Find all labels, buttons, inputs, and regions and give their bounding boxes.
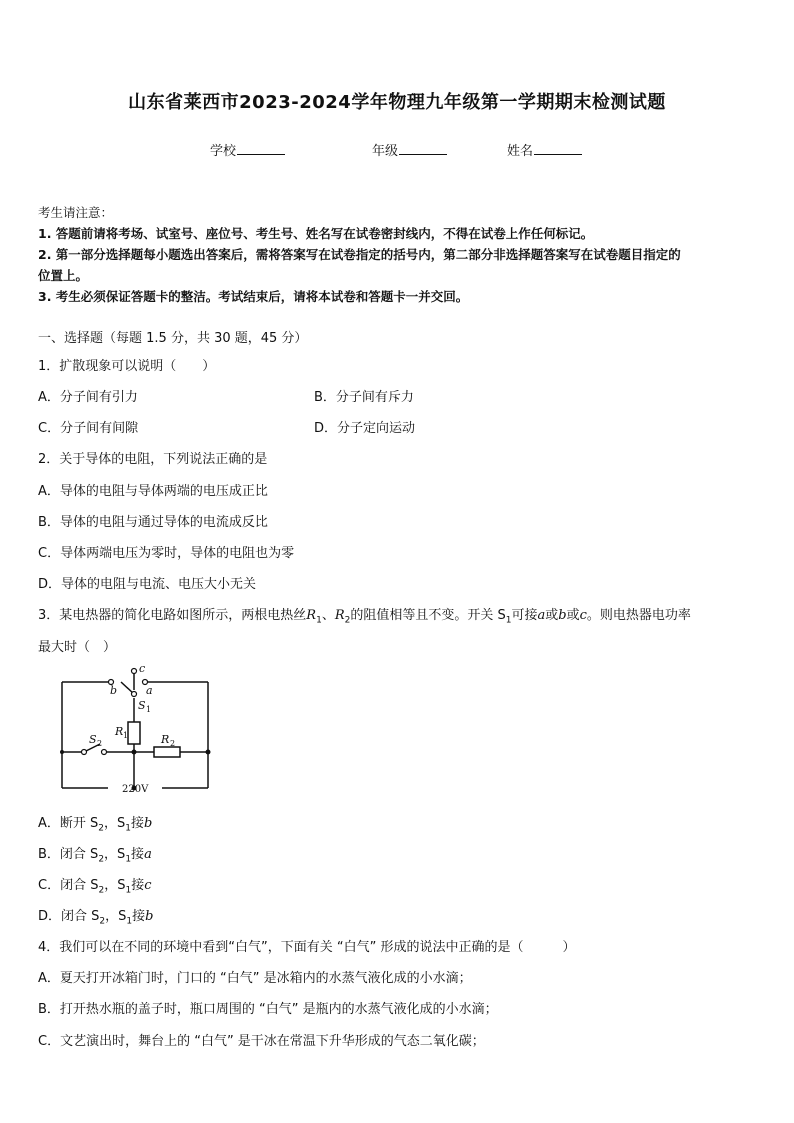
label-s1: S <box>138 699 146 712</box>
label-r1: R <box>115 725 124 738</box>
q2-option-a[interactable]: A．导体的电阻与导体两端的电压成正比 <box>38 484 268 499</box>
question-3-stem-line2: 最大时（ ） <box>38 640 117 655</box>
option-text: 接 <box>131 878 145 893</box>
junction-dot <box>132 750 137 755</box>
r2-resistor <box>154 747 180 757</box>
circuit-diagram <box>48 660 216 794</box>
q3-option-a[interactable] <box>38 812 152 834</box>
option-text: D．闭合 S <box>38 909 100 924</box>
option-text: ，S <box>104 847 126 862</box>
name-field[interactable] <box>507 140 582 159</box>
label-r1-sub: 1 <box>123 731 129 740</box>
option-text: C．闭合 S <box>38 878 99 893</box>
label-r2-sub: 2 <box>170 739 176 748</box>
label-c: c <box>139 662 146 675</box>
q3-stem-part: 的阻值相等且不变。开关 S <box>350 608 506 623</box>
question-3-stem <box>38 604 691 626</box>
terminal-label: a <box>144 847 152 862</box>
school-blank[interactable] <box>237 142 285 155</box>
terminal-c-node <box>132 669 137 674</box>
label-s2-sub: 2 <box>97 739 103 748</box>
notice-item: 1. 答题前请将考场、试室号、座位号、考生号、姓名写在试卷密封线内，不得在试卷上作任何标记。 <box>38 226 594 241</box>
r2-subscript: 2 <box>344 615 351 626</box>
notice-heading: 考生请注意： <box>38 205 114 220</box>
subscript: 1 <box>126 916 133 927</box>
q2-option-b[interactable]: B．导体的电阻与通过导体的电流成反比 <box>38 515 268 530</box>
junction-dot <box>60 750 64 754</box>
school-label: 学校 <box>210 144 237 159</box>
q4-option-b[interactable]: B．打开热水瓶的盖子时，瓶口周围的 “白气” 是瓶内的水蒸气液化成的小水滴； <box>38 1002 498 1017</box>
subscript: 1 <box>125 854 132 865</box>
subscript: 1 <box>125 823 132 834</box>
q3-option-d[interactable] <box>38 905 153 927</box>
label-r2: R <box>161 733 170 746</box>
subscript: 2 <box>98 885 105 896</box>
q3-or: 或 <box>545 608 559 623</box>
name-blank[interactable] <box>534 142 582 155</box>
terminal-b: b <box>558 608 567 623</box>
s1-pivot-node <box>132 692 137 697</box>
q2-option-d[interactable]: D．导体的电阻与电流、电压大小无关 <box>38 577 257 592</box>
r1-symbol: R <box>306 608 317 623</box>
subscript: 2 <box>99 916 106 927</box>
q3-or: 或 <box>566 608 580 623</box>
q3-option-c[interactable] <box>38 874 152 896</box>
grade-label: 年级 <box>372 144 399 159</box>
r2-symbol: R <box>334 608 345 623</box>
junction-dot <box>206 750 211 755</box>
option-text: B．闭合 S <box>38 847 99 862</box>
option-text: ，S <box>104 878 126 893</box>
subscript: 1 <box>125 885 132 896</box>
section-heading: 一、选择题（每题 1.5 分，共 30 题，45 分） <box>38 331 308 346</box>
q3-stem-part: 可接 <box>511 608 538 623</box>
option-text: 接 <box>131 847 145 862</box>
subscript: 2 <box>98 823 105 834</box>
s2-pivot-node <box>82 750 87 755</box>
terminal-c: c <box>579 608 587 623</box>
page-title: 山东省莱西市2023-2024学年物理九年级第一学期期末检测试题 <box>128 92 666 113</box>
notice-item: 位置上。 <box>38 268 89 283</box>
notice-item: 3. 考生必须保证答题卡的整洁。考试结束后，请将本试卷和答题卡一并交回。 <box>38 289 469 304</box>
school-field[interactable] <box>210 140 285 159</box>
r1-subscript: 1 <box>316 615 322 626</box>
subscript: 2 <box>98 854 105 865</box>
name-label: 姓名 <box>507 144 534 159</box>
grade-blank[interactable] <box>399 142 447 155</box>
label-b: b <box>110 684 118 697</box>
s1-subscript: 1 <box>505 615 512 626</box>
q1-option-d[interactable]: D．分子定向运动 <box>314 421 416 436</box>
label-s2: S <box>89 733 97 746</box>
q1-option-a[interactable]: A．分子间有引力 <box>38 390 138 405</box>
label-s1-sub: 1 <box>146 705 152 714</box>
option-text: 接 <box>132 909 146 924</box>
s2-contact-node <box>102 750 107 755</box>
q3-separator: 、 <box>321 608 335 623</box>
label-a: a <box>146 684 153 697</box>
option-text: 接 <box>131 816 145 831</box>
q4-option-a[interactable]: A．夏天打开冰箱门时，门口的 “白气” 是冰箱内的水蒸气液化成的小水滴； <box>38 971 472 986</box>
q3-stem-part: 3．某电热器的简化电路如图所示，两根电热丝 <box>38 608 307 623</box>
option-text: ，S <box>104 816 126 831</box>
q1-option-c[interactable]: C．分子间有间隙 <box>38 421 139 436</box>
grade-field[interactable] <box>372 140 447 159</box>
question-4-stem: 4．我们可以在不同的环境中看到“白气”，下面有关 “白气” 形成的说法中正确的是（ ） <box>38 940 576 955</box>
q4-option-c[interactable]: C．文艺演出时，舞台上的 “白气” 是干冰在常温下升华形成的气态二氧化碳； <box>38 1034 485 1049</box>
terminal-a: a <box>537 608 546 623</box>
option-text: ，S <box>105 909 127 924</box>
terminal-label: c <box>144 878 152 893</box>
label-voltage: 220V <box>122 784 149 794</box>
question-2-stem: 2．关于导体的电阻，下列说法正确的是 <box>38 452 268 467</box>
notice-item: 2. 第一部分选择题每小题选出答案后，需将答案写在试卷指定的括号内，第二部分非选择题答案写在试卷题目指定的 <box>38 247 681 262</box>
question-1-stem: 1．扩散现象可以说明（ ） <box>38 359 216 374</box>
q3-stem-part: 。则电热器电功率 <box>586 608 691 623</box>
q1-option-b[interactable]: B．分子间有斥力 <box>314 390 414 405</box>
terminal-label: b <box>145 909 154 924</box>
terminal-label: b <box>144 816 153 831</box>
q3-option-b[interactable] <box>38 843 152 865</box>
option-text: A．断开 S <box>38 816 99 831</box>
q2-option-c[interactable]: C．导体两端电压为零时，导体的电阻也为零 <box>38 546 295 561</box>
r1-resistor <box>128 722 140 744</box>
